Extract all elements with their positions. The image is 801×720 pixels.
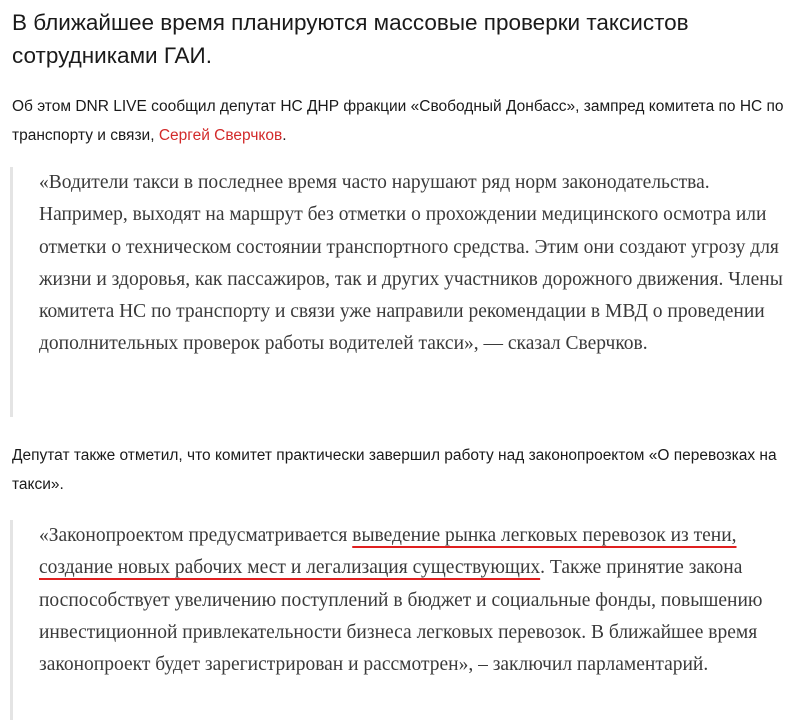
quote-2-text-after: . Также принятие закона поспособствует увеличению поступлений в бюджет и социальные фонды, повышению инвестиционной привлекательности бизнеса легковых перевозок. В ближайшее время законопроект будет зарегистрирован и рассмотрен», – заключил парламентарий. (39, 557, 763, 676)
quote-2-text-before: «Законопроектом предусматривается (39, 525, 353, 546)
intro-text-before: Об этом DNR LIVE сообщил депутат НС ДНР фракции «Свободный Донбасс», зампред комитета по НС по транспорту и связи, (12, 98, 784, 144)
article-headline: В ближайшее время планируются массовые проверки таксистов сотрудниками ГАИ. (12, 10, 689, 68)
intro-paragraph (12, 92, 787, 150)
quote-block-2 (10, 520, 785, 720)
quote-2-text (39, 520, 785, 681)
quote-2-highlighted-text: выведение рынка легковых перевозок из тени, создание новых рабочих мест и легализация существующих (39, 525, 737, 579)
second-paragraph: Депутат также отметил, что комитет практически завершил работу над законопроектом «О перевозках на такси». (12, 447, 777, 493)
author-link[interactable]: Сергей Сверчков (158, 127, 283, 144)
intro-text-after: . (282, 127, 287, 144)
quote-1-text: «Водители такси в последнее время часто нарушают ряд норм законодательства. Например, выходят на маршрут без отметки о прохождении медицинского осмотра или отметки о техническом состоянии транспортного средства. Этим они создают угрозу для жизни и здоровья, как пассажиров, так и других участников дорожного движения. Члены комитета НС по транспорту и связи уже направили рекомендации в МВД о проведении дополнительных проверок работы водителей такси», — сказал Сверчков. (39, 172, 783, 355)
quote-block-1 (10, 167, 785, 417)
